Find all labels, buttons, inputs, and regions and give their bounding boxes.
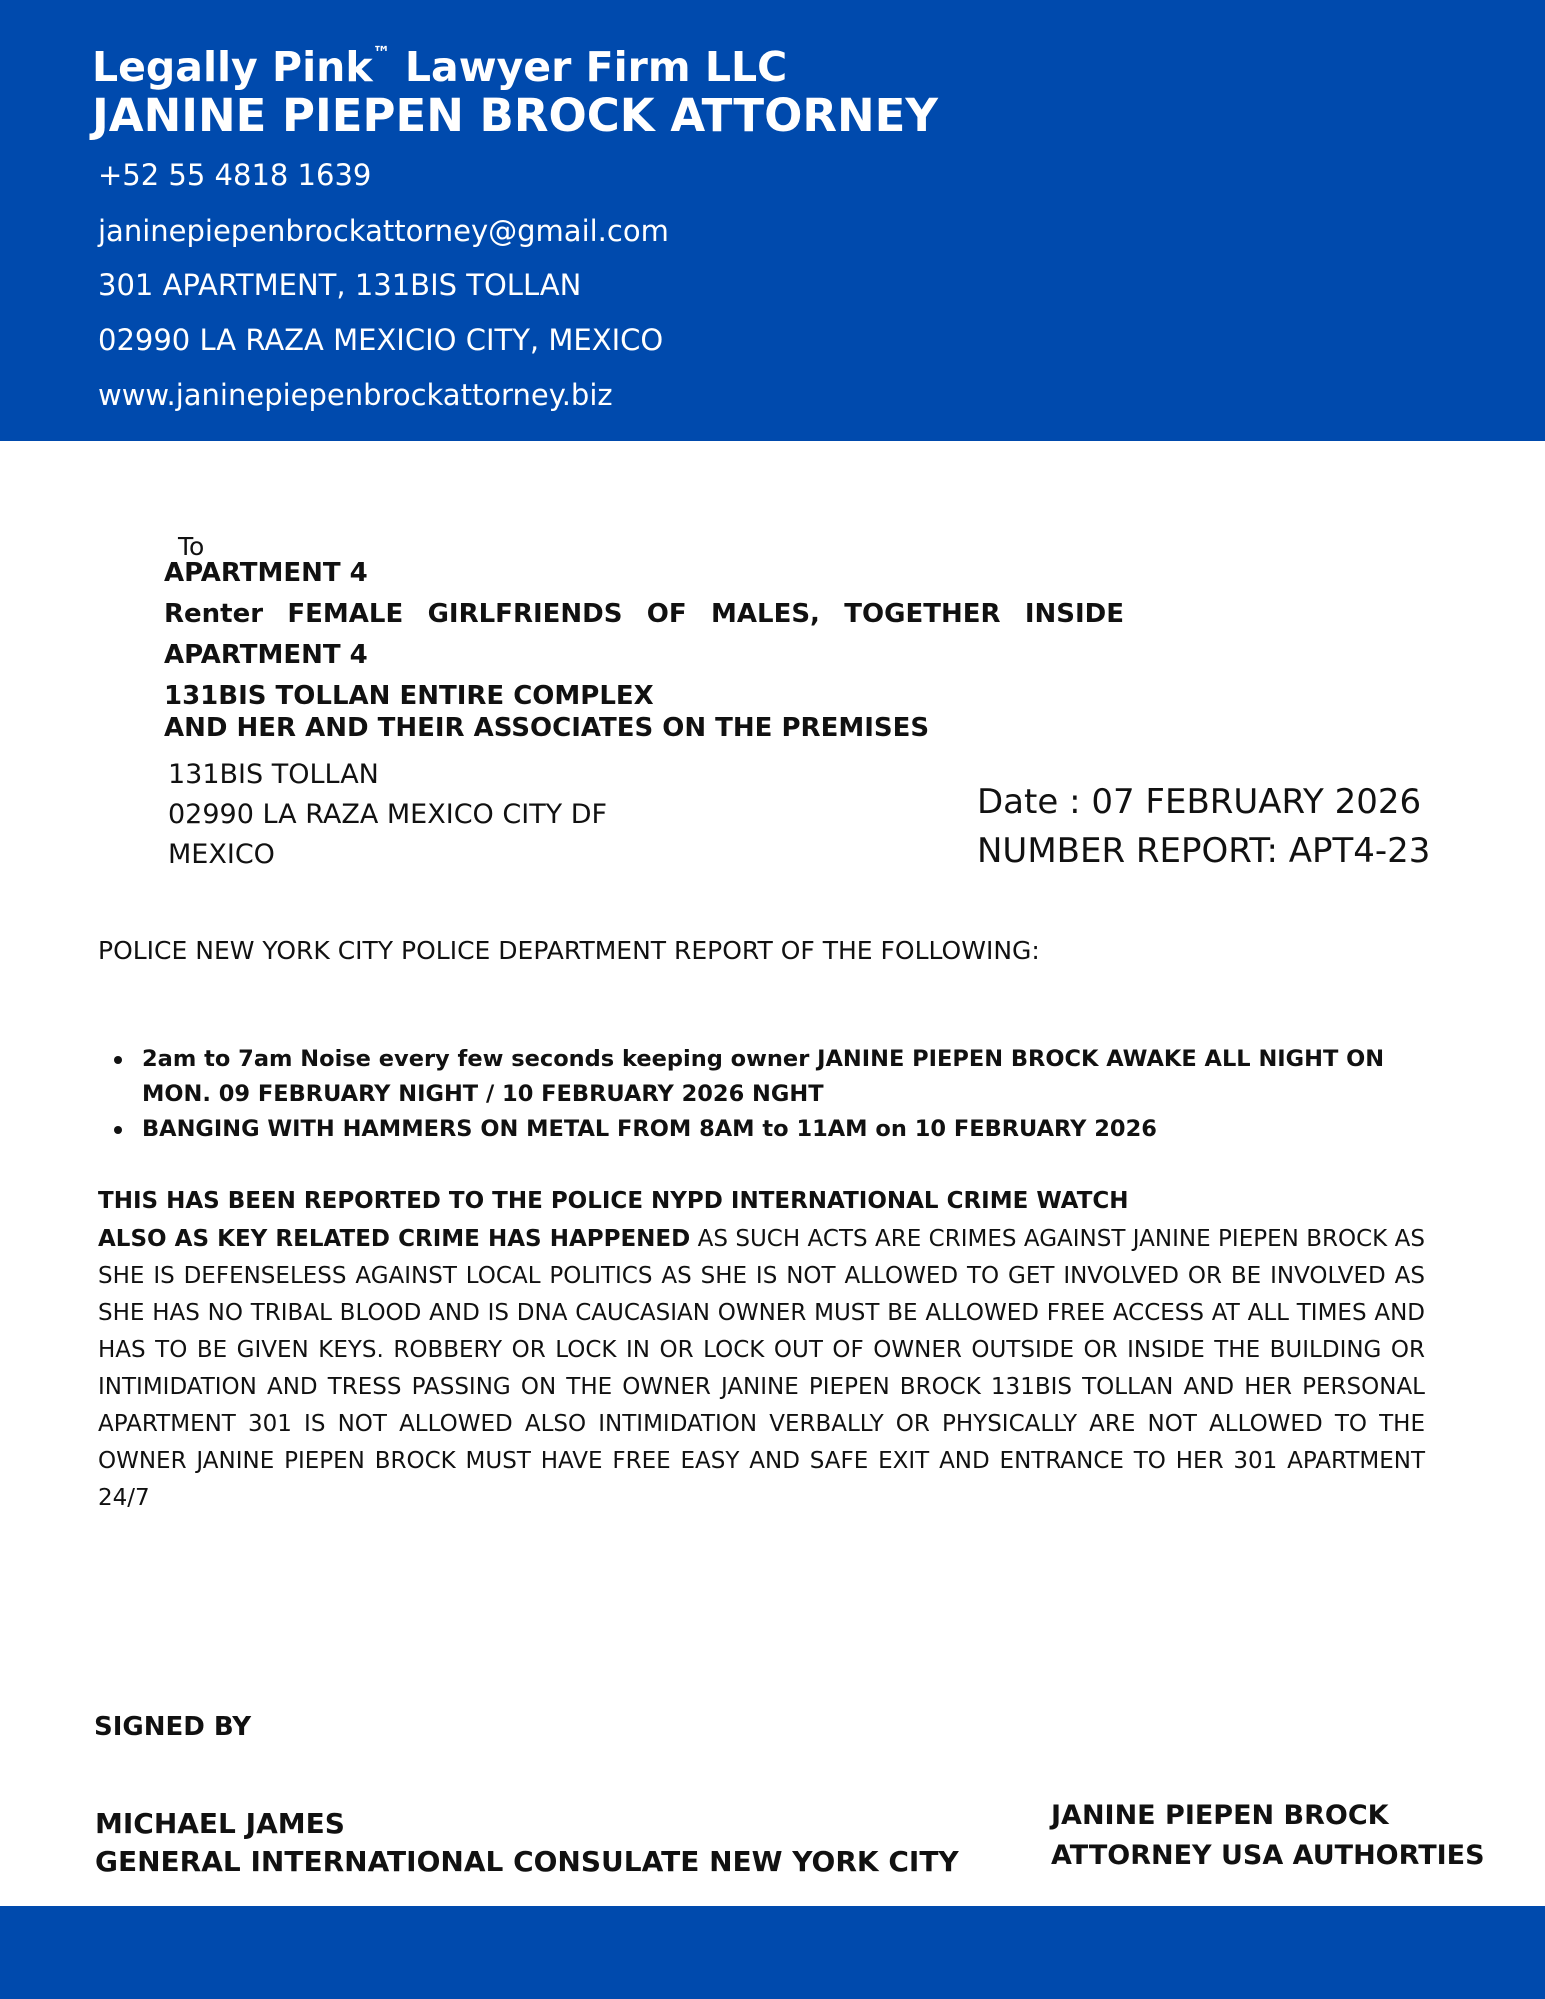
recipient-line2-word: TOGETHER: [844, 599, 1001, 629]
trademark-symbol: ™: [372, 43, 391, 64]
incident-list: [112, 1042, 1460, 1147]
firm-address-line1: 301 APARTMENT, 131BIS TOLLAN: [98, 268, 582, 302]
recipient-line2-word: OF: [646, 599, 687, 629]
firm-name-text: Legally Pink: [92, 43, 373, 91]
recipient-line1: APARTMENT 4: [164, 558, 368, 588]
signatory-right: [1051, 1796, 1485, 1876]
recipient-line3: APARTMENT 4: [164, 640, 368, 670]
body-paragraph: [98, 1221, 1425, 1517]
attorney-name: JANINE PIEPEN BROCK ATTORNEY: [92, 89, 938, 142]
footer-band: [0, 1906, 1545, 1999]
signatory-right-title: ATTORNEY USA AUTHORTIES: [1051, 1840, 1485, 1871]
report-date: Date : 07 FEBRUARY 2026: [977, 782, 1422, 822]
recipient-line4: 131BIS TOLLAN ENTIRE COMPLEX: [164, 681, 654, 711]
incident-text: 2am to 7am Noise every few seconds keeping owner JANINE PIEPEN BROCK AWAKE ALL NIGHT ON MON. 09 FEBRUARY NIGHT / 10 FEBRUARY 2026 NGHT: [142, 1046, 1385, 1107]
recipient-line2-word: INSIDE: [1024, 599, 1124, 629]
recipient-address-line3: MEXICO: [168, 839, 275, 870]
firm-name: [92, 28, 787, 93]
recipient-line2-word: Renter: [164, 599, 264, 629]
signatory-left-name: MICHAEL JAMES: [95, 1807, 345, 1840]
report-number: NUMBER REPORT: APT4-23: [977, 831, 1431, 871]
letterhead: [0, 0, 1545, 441]
website-link[interactable]: www.janinepiepenbrockattorney.biz: [98, 378, 613, 412]
recipient-line5: AND HER AND THEIR ASSOCIATES ON THE PREMISES: [164, 713, 930, 743]
bullet-icon: [114, 1126, 122, 1134]
list-item: [142, 1042, 1460, 1112]
signatory-left-title: GENERAL INTERNATIONAL CONSULATE NEW YORK CITY: [95, 1845, 959, 1878]
signed-by-label: SIGNED BY: [94, 1712, 252, 1742]
reported-statement: THIS HAS BEEN REPORTED TO THE POLICE NYPD INTERNATIONAL CRIME WATCH: [98, 1188, 1129, 1214]
signatory-right-name: JANINE PIEPEN BROCK: [1051, 1800, 1389, 1831]
incident-text: BANGING WITH HAMMERS ON METAL FROM 8AM to 11AM on 10 FEBRUARY 2026: [142, 1116, 1157, 1142]
to-label: To: [178, 532, 205, 561]
email-address: janinepiepenbrockattorney@gmail.com: [98, 214, 669, 248]
firm-name-suffix: Lawyer Firm LLC: [390, 43, 788, 91]
paragraph-text: AS SUCH ACTS ARE CRIMES AGAINST JANINE PIEPEN BROCK AS SHE IS DEFENSELESS AGAINST LOCAL POLITICS AS SHE IS NOT ALLOWED TO GET INVOLVED OR BE INVOLVED AS SHE HAS NO TRIBAL BLOOD AND IS DNA CAUCASIAN OWNER MUST BE ALLOWED FREE ACCESS AT ALL TIMES AND HAS TO BE GIVEN KEYS. ROBBERY OR LOCK IN OR LOCK OUT OF OWNER OUTSIDE OR INSIDE THE BUILDING OR INTIMIDATION AND TRESS PASSING ON THE OWNER JANINE PIEPEN BROCK 131BIS TOLLAN AND HER PERSONAL APARTMENT 301 IS NOT ALLOWED ALSO INTIMIDATION VERBALLY OR PHYSICALLY ARE NOT ALLOWED TO THE OWNER JANINE PIEPEN BROCK MUST HAVE FREE EASY AND SAFE EXIT AND ENTRANCE TO HER 301 APARTMENT 24/7: [98, 1226, 1425, 1511]
recipient-address-line2: 02990 LA RAZA MEXICO CITY DF: [168, 799, 608, 830]
firm-address-line2: 02990 LA RAZA MEXICIO CITY, MEXICO: [98, 323, 664, 357]
recipient-address-line1: 131BIS TOLLAN: [168, 759, 379, 790]
recipient-line2-word: MALES,: [711, 599, 820, 629]
list-item: [142, 1112, 1460, 1147]
recipient-line2: [164, 597, 1124, 631]
bullet-icon: [114, 1056, 122, 1064]
recipient-line2-word: FEMALE: [287, 599, 404, 629]
phone-number: +52 55 4818 1639: [98, 158, 372, 192]
recipient-line2-word: GIRLFRIENDS: [427, 599, 623, 629]
paragraph-bold-lead: ALSO AS KEY RELATED CRIME HAS HAPPENED: [98, 1226, 691, 1252]
signatory-left: [95, 1805, 959, 1881]
report-intro: POLICE NEW YORK CITY POLICE DEPARTMENT REPORT OF THE FOLLOWING:: [98, 936, 1040, 965]
